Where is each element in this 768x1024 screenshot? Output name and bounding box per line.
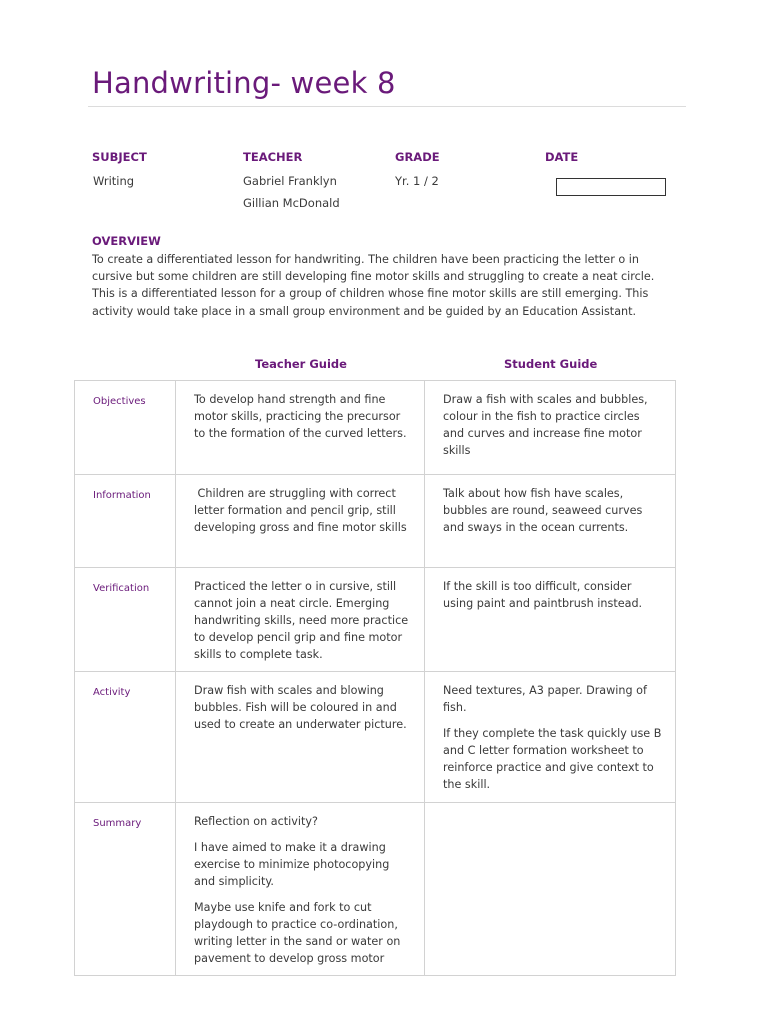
teacher-guide-paragraph: Maybe use knife and fork to cut playdough to practice co-ordination, writing letter in the sand or water on pavement to develop gross motor xyxy=(194,901,401,965)
row-label: Summary xyxy=(75,803,176,976)
student-guide-paragraph: If they complete the task quickly use B and C letter formation worksheet to reinforce practice and give context to the skill. xyxy=(443,727,662,791)
table-row xyxy=(75,672,676,803)
student-guide-cell xyxy=(425,568,676,672)
lesson-table xyxy=(74,380,676,976)
subject-value: Writing xyxy=(93,174,135,188)
teacher-label: TEACHER xyxy=(243,150,303,164)
student-guide-paragraph: Need textures, A3 paper. Drawing of fish. xyxy=(443,684,647,714)
overview-heading: OVERVIEW xyxy=(92,234,161,248)
table-row xyxy=(75,475,676,568)
student-guide-cell xyxy=(425,475,676,568)
student-guide-paragraph: Draw a fish with scales and bubbles, colour in the fish to practice circles and curves and increase fine motor skills xyxy=(443,393,648,457)
teacher-guide-cell xyxy=(176,672,425,803)
grade-value: Yr. 1 / 2 xyxy=(395,174,439,188)
teacher-guide-cell xyxy=(176,803,425,976)
teacher-guide-paragraph: Draw fish with scales and blowing bubbles. Fish will be coloured in and used to create an underwater picture. xyxy=(194,684,407,731)
teacher-guide-heading: Teacher Guide xyxy=(255,357,347,371)
teacher-guide-paragraph: Reflection on activity? xyxy=(194,815,318,828)
date-label: DATE xyxy=(545,150,579,164)
teacher-value-2: Gillian McDonald xyxy=(243,196,340,210)
teacher-guide-paragraph: To develop hand strength and fine motor skills, practicing the precursor to the formation of the curved letters. xyxy=(194,393,407,440)
row-label: Information xyxy=(75,475,176,568)
teacher-guide-cell xyxy=(176,381,425,475)
student-guide-heading: Student Guide xyxy=(504,357,598,371)
title-divider xyxy=(88,106,686,107)
student-guide-cell xyxy=(425,803,676,976)
student-guide-paragraph: Talk about how fish have scales, bubbles are round, seaweed curves and sways in the ocean currents. xyxy=(443,487,643,534)
teacher-guide-cell xyxy=(176,568,425,672)
grade-label: GRADE xyxy=(395,150,440,164)
row-label: Activity xyxy=(75,672,176,803)
row-label: Verification xyxy=(75,568,176,672)
student-guide-paragraph: If the skill is too difficult, consider using paint and paintbrush instead. xyxy=(443,580,643,610)
overview-text: To create a differentiated lesson for handwriting. The children have been practicing the letter o in cursive but some children are still developing fine motor skills and struggling to create a neat circle. This is a differentiated lesson for a group of children whose fine motor skills are still emerging. This activity would take place in a small group environment and be guided by an Education Assistant. xyxy=(92,253,655,318)
teacher-guide-paragraph: Children are struggling with correct letter formation and pencil grip, still developing gross and fine motor skills xyxy=(194,487,407,534)
table-row xyxy=(75,803,676,976)
table-row xyxy=(75,568,676,672)
teacher-guide-paragraph: Practiced the letter o in cursive, still cannot join a neat circle. Emerging handwriting skills, need more practice to develop pencil grip and fine motor skills to complete task. xyxy=(194,580,409,661)
page-title: Handwriting- week 8 xyxy=(92,66,396,100)
date-field[interactable] xyxy=(556,178,666,196)
teacher-guide-paragraph: I have aimed to make it a drawing exercise to minimize photocopying and simplicity. xyxy=(194,841,390,888)
student-guide-cell xyxy=(425,672,676,803)
teacher-guide-cell xyxy=(176,475,425,568)
row-label: Objectives xyxy=(75,381,176,475)
subject-label: SUBJECT xyxy=(92,150,147,164)
table-row xyxy=(75,381,676,475)
student-guide-cell xyxy=(425,381,676,475)
teacher-value-1: Gabriel Franklyn xyxy=(243,174,337,188)
